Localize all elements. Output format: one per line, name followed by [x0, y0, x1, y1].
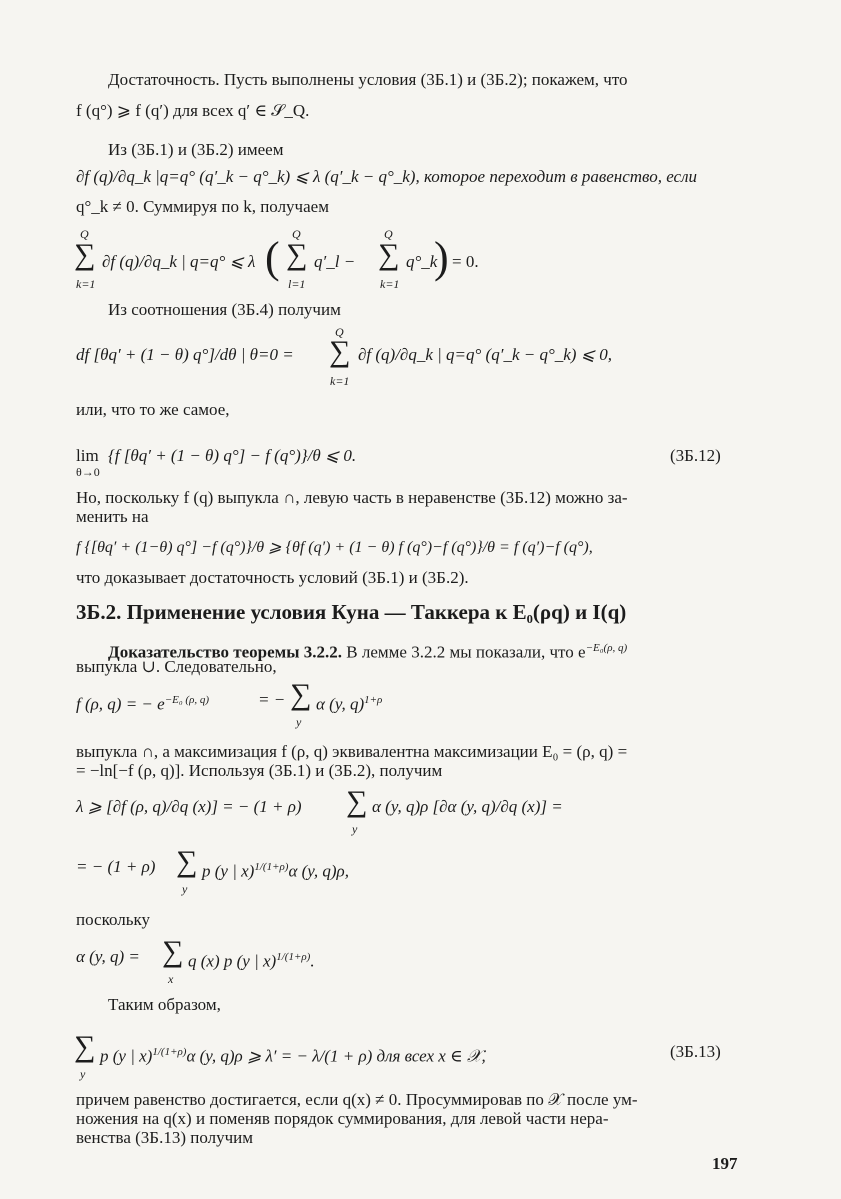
text-line: ножения на q(x) и поменяв порядок суммирования, для левой части нера-: [76, 1109, 609, 1128]
section-heading: 3Б.2. Применение условия Куна — Таккера к E₀(ρq) и I(q): [76, 600, 627, 624]
sum-upper-limit: Q: [384, 227, 393, 241]
sigma-symbol: ∑: [176, 845, 198, 878]
text-span: В лемме 3.2.2 мы показали, что e: [342, 642, 586, 662]
equation: α (y, q) =: [76, 947, 140, 966]
sum-upper-limit: Q: [292, 227, 301, 241]
sum-lower-limit: k=1: [330, 374, 350, 388]
text-line: причем равенство достигается, если q(x) ≠ 0. Просуммировав по 𝒳 после ум-: [76, 1090, 638, 1109]
equation: f {[θq′ + (1−θ) q°] −f (q°)}/θ ⩾ {θf (q′) + (1 − θ) f (q°)−f (q°)}/θ = f (q′)−f (q°),: [76, 539, 593, 556]
sum-lower-limit: k=1: [380, 277, 400, 291]
equation: α (y, q)ρ [∂α (y, q)/∂q (x)] =: [372, 797, 563, 816]
sum-index: y: [182, 882, 188, 896]
superscript: 1/(1+ρ): [276, 951, 311, 963]
sigma-symbol: ∑: [378, 238, 400, 271]
equation: λ ⩾ [∂f (ρ, q)/∂q (x)] = − (1 + ρ): [76, 797, 302, 816]
sum-index: x: [168, 972, 174, 986]
text-line: q°_k ≠ 0. Суммируя по k, получаем: [76, 197, 329, 216]
superscript: 1/(1+ρ): [254, 861, 289, 873]
text-line: выпукла ∪. Следовательно,: [76, 657, 277, 676]
sigma-symbol: ∑: [329, 335, 351, 368]
eq-part: = −: [258, 690, 286, 709]
eq-part: α (y, q)ρ,: [288, 861, 349, 881]
equation: ∂f (q)/∂q_k |q=q° (q′_k − q°_k) ⩽ λ (q′_k − q°_k), которое переходит в равенство, если: [76, 167, 697, 186]
text-line: = −ln[−f (ρ, q)]. Используя (3Б.1) и (3Б.2), получим: [76, 761, 443, 780]
equation: [100, 1042, 486, 1067]
text-line: f (q°) ⩾ f (q′) для всех q′ ∈ 𝒮_Q.: [76, 101, 310, 120]
equation: [76, 690, 209, 715]
text-line: Но, поскольку f (q) выпукла ∩, левую часть в неравенстве (3Б.12) можно за-: [76, 488, 628, 507]
sigma-symbol: ∑: [346, 785, 368, 818]
sigma-symbol: ∑: [74, 238, 96, 271]
eq-part: α (y, q)ρ ⩾ λ′ = − λ/(1 + ρ) для всех x ∈ 𝒳,: [186, 1046, 486, 1066]
sigma-symbol: ∑: [162, 935, 184, 968]
equation: [202, 857, 349, 882]
eq-part: p (y | x): [202, 861, 255, 881]
sum-lower-limit: k=1: [76, 277, 96, 291]
text-line: или, что то же самое,: [76, 400, 230, 419]
eq-part: q (x) p (y | x): [188, 951, 277, 971]
equation-number: (3Б.12): [670, 446, 721, 465]
eq-part: f (ρ, q) = − e: [76, 694, 165, 714]
text-line: Достаточность. Пусть выполнены условия (3Б.1) и (3Б.2); покажем, что: [108, 70, 628, 89]
equation: = 0.: [452, 252, 479, 271]
equation: q°_k: [406, 252, 438, 271]
page-number: 197: [712, 1154, 738, 1173]
eq-part: α (y, q): [316, 694, 365, 714]
superscript: −E₀ (ρ, q): [164, 694, 210, 706]
equation: [316, 690, 382, 715]
equation: [188, 947, 315, 972]
equation: ∂f (q)/∂q_k | q=q° ⩽ λ: [102, 252, 256, 271]
equation: q′_l −: [314, 252, 356, 271]
superscript: 1+ρ: [364, 694, 383, 706]
sum-upper-limit: Q: [335, 325, 344, 339]
text-line: что доказывает достаточность условий (3Б.1) и (3Б.2).: [76, 568, 469, 587]
equation: {f [θq′ + (1 − θ) q°] − f (q°)}/θ ⩽ 0.: [108, 446, 357, 465]
equation: = − (1 + ρ): [76, 857, 156, 876]
lim-operator: lim: [76, 446, 99, 465]
sum-index: y: [352, 822, 358, 836]
equation: df [θq′ + (1 − θ) q°]/dθ | θ=0 =: [76, 345, 294, 364]
text-line: выпукла ∩, а максимизация f (ρ, q) эквивалентна максимизации E₀ = (ρ, q) =: [76, 742, 628, 761]
eq-part: .: [310, 951, 315, 971]
equation-number: (3Б.13): [670, 1042, 721, 1061]
superscript: −E₀(ρ, q): [585, 642, 628, 654]
eq-part: p (y | x): [100, 1046, 153, 1066]
text-line: менить на: [76, 507, 149, 526]
sum-upper-limit: Q: [80, 227, 89, 241]
sigma-symbol: ∑: [286, 238, 308, 271]
sum-index: y: [80, 1067, 86, 1081]
left-paren: (: [265, 233, 280, 282]
equation: ∂f (q)/∂q_k | q=q° (q′_k − q°_k) ⩽ 0,: [358, 345, 612, 364]
lim-subscript: θ→0: [76, 465, 100, 479]
right-paren: ): [434, 233, 449, 282]
sigma-symbol: ∑: [74, 1030, 96, 1063]
text-line: венства (3Б.13) получим: [76, 1128, 253, 1147]
sigma-symbol: ∑: [290, 678, 312, 711]
proof-label: Доказательство теоремы 3.2.2.: [108, 642, 343, 662]
text-line: Из соотношения (3Б.4) получим: [108, 300, 341, 319]
text-line: Из (3Б.1) и (3Б.2) имеем: [108, 140, 284, 159]
superscript: 1/(1+ρ): [152, 1046, 187, 1058]
sum-lower-limit: l=1: [288, 277, 306, 291]
text-line: поскольку: [76, 910, 150, 929]
sum-index: y: [296, 715, 302, 729]
text-line: Таким образом,: [108, 995, 221, 1014]
